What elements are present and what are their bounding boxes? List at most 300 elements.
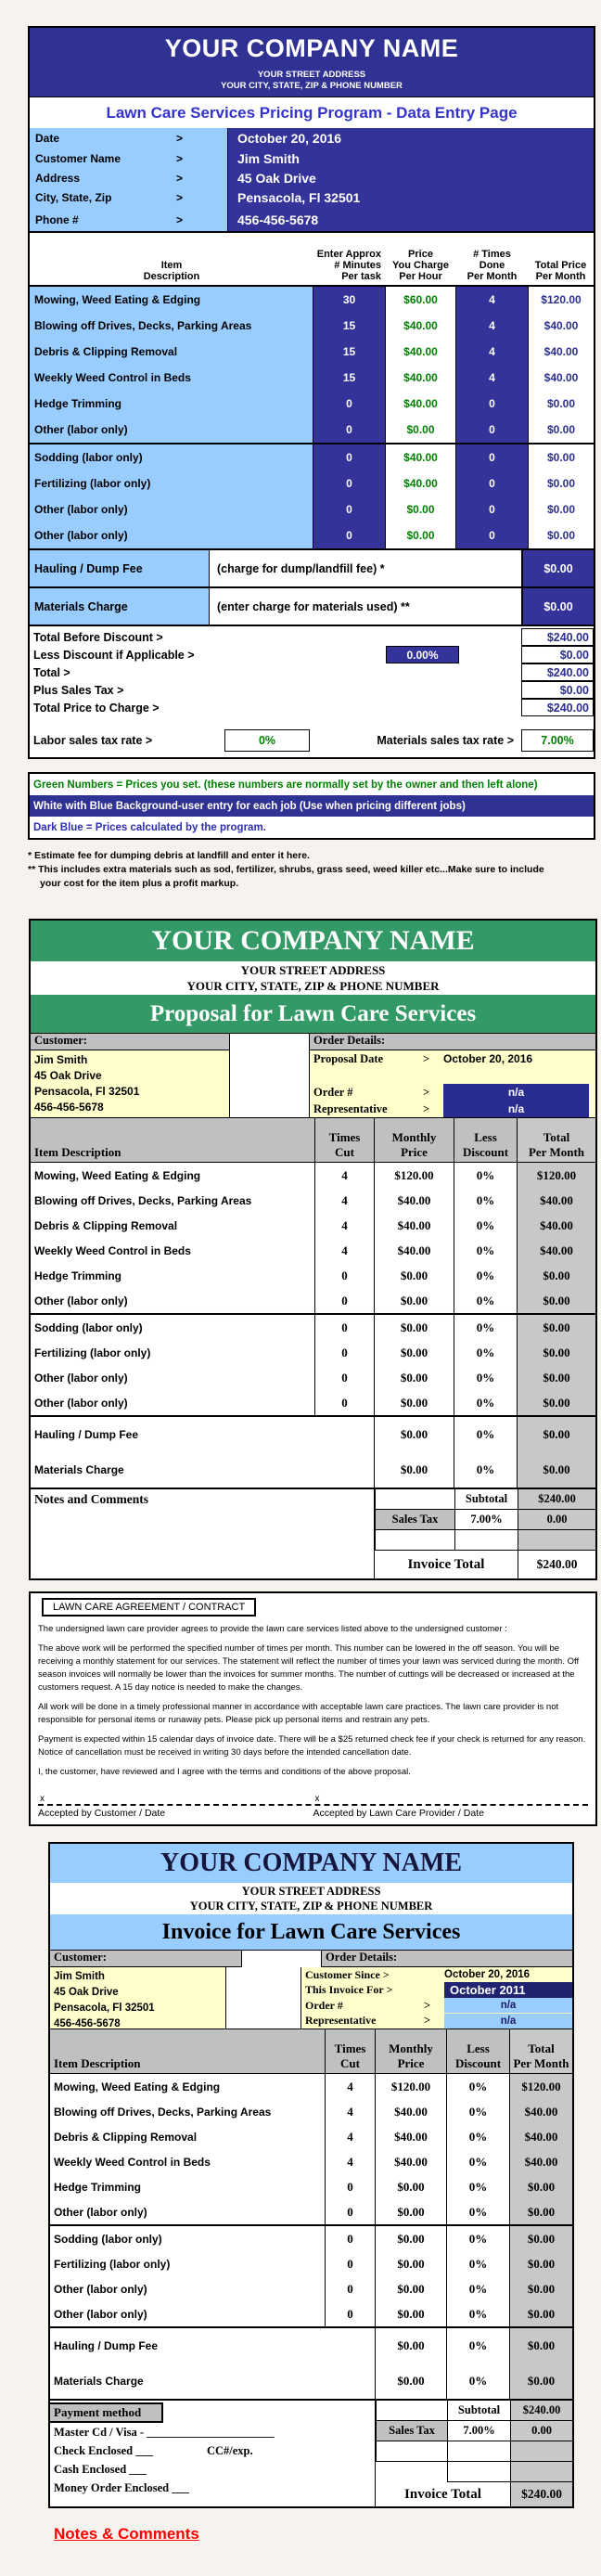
- less-discount-cell: 0%: [446, 2363, 509, 2399]
- entry-item-row: [30, 365, 594, 391]
- entry-form: [30, 128, 594, 231]
- item-description-cell: Sodding (labor only): [30, 444, 313, 470]
- table-header-monthly: Monthly Price: [375, 2029, 446, 2073]
- less-discount-cell: 0%: [446, 2149, 509, 2174]
- order-detail-value[interactable]: October 20, 2016: [444, 1969, 531, 1981]
- total-per-month-cell: $40.00: [509, 2124, 572, 2149]
- entry-form-row: [30, 168, 594, 187]
- monthly-price-cell: $120.00: [375, 2074, 446, 2099]
- entry-fee-row: [30, 586, 594, 625]
- proposal-notes-cell[interactable]: [31, 1489, 375, 1578]
- item-description-cell: Hedge Trimming: [54, 2180, 142, 2194]
- invoice-details-gap: [226, 1967, 301, 2029]
- order-detail-row: [301, 1967, 572, 1983]
- price-cell[interactable]: $40.00: [385, 470, 456, 496]
- total-per-month-cell: $0.00: [509, 2174, 572, 2199]
- customer-line: Jim Smith: [54, 1971, 105, 1982]
- entry-table-header: [30, 231, 594, 285]
- proposal-details: [31, 1050, 595, 1117]
- proposal-title: Proposal for Lawn Care Services: [31, 995, 595, 1033]
- item-description-cell: Mowing, Weed Eating & Edging: [54, 2080, 221, 2093]
- invoice-subtotal-value: $240.00: [510, 2401, 572, 2421]
- entry-fee-rows: [30, 548, 594, 625]
- customer-line: 45 Oak Drive: [54, 1987, 119, 1998]
- entry-item-row: [30, 339, 594, 365]
- materials-tax-rate-cell[interactable]: 7.00%: [521, 729, 594, 752]
- service-row: [31, 1340, 595, 1365]
- invoice-order-details-header: Order Details:: [322, 1951, 572, 1967]
- total-per-month-cell: $0.00: [517, 1452, 595, 1488]
- price-cell[interactable]: $40.00: [385, 444, 456, 470]
- total-line-value: $0.00: [521, 646, 594, 663]
- field-arrow: >: [175, 171, 183, 185]
- entry-field-label: [30, 128, 228, 148]
- price-cell[interactable]: $40.00: [385, 391, 456, 417]
- minutes-cell[interactable]: 0: [313, 417, 385, 443]
- times-cut-cell: 4: [314, 1238, 374, 1263]
- footnotes: [28, 849, 595, 891]
- less-discount-cell: 0%: [446, 2226, 509, 2251]
- minutes-cell[interactable]: 15: [313, 339, 385, 365]
- minutes-cell[interactable]: 15: [313, 313, 385, 339]
- cc-exp-label: CC#/exp.: [206, 2443, 253, 2457]
- discount-pct-cell[interactable]: 0.00%: [386, 646, 459, 663]
- less-discount-cell: 0%: [454, 1390, 517, 1415]
- times-cut-cell: 0: [314, 1315, 374, 1340]
- field-label-text: Address: [35, 171, 81, 185]
- monthly-price-cell: $0.00: [375, 2199, 446, 2224]
- times-cut-cell: 0: [325, 2301, 375, 2326]
- item-description-cell: Hauling / Dump Fee: [54, 2339, 159, 2352]
- order-detail-row: [310, 1101, 595, 1117]
- footnote-3: your cost for the item plus a profit markup.: [40, 878, 239, 889]
- entry-col-price: Price You Charge Per Hour: [392, 249, 449, 282]
- agreement-paragraph: The above work will be performed the specified number of times per month. This number can be lowered in the off season. You will be receiving a monthly statement for our services. The statement will reflect the number of times your lawn was serviced during the month. Off season invoices will normally be lower than the invoices for summer months. The number of cuttings will be decreased or increased at the customers request. A 15 day notice is needed to make the changes.: [38, 1643, 580, 1693]
- entry-form-row: [30, 148, 594, 168]
- monthly-price-cell: $0.00: [374, 1315, 454, 1340]
- times-cell[interactable]: 4: [456, 365, 528, 391]
- entry-item-row: [30, 496, 594, 522]
- item-description-cell: Debris & Clipping Removal: [30, 339, 313, 365]
- entry-items-group1: [30, 285, 594, 443]
- less-discount-cell: 0%: [454, 1452, 517, 1488]
- entry-field-value[interactable]: October 20, 2016: [228, 128, 594, 148]
- item-description-cell: Weekly Weed Control in Beds: [30, 365, 313, 391]
- less-discount-cell: 0%: [454, 1417, 517, 1452]
- order-detail-arrow: >: [423, 1085, 430, 1099]
- order-detail-label: This Invoice For >: [305, 1983, 393, 1997]
- less-discount-cell: 0%: [446, 2124, 509, 2149]
- total-line-label: Less Discount if Applicable >: [33, 648, 195, 662]
- notes-comments-footer: Notes & Comments: [54, 2525, 199, 2543]
- invoice-title: Invoice for Lawn Care Services: [50, 1914, 572, 1950]
- details-gap: [230, 1050, 310, 1117]
- invoice-salestax-value: 0.00: [510, 2421, 572, 2441]
- payment-method-header: Payment method: [50, 2402, 163, 2423]
- invoice-header-gap: [242, 1951, 322, 1967]
- invoice-payment-cell: [50, 2401, 376, 2506]
- legend-row-green: Green Numbers = Prices you set. (these numbers are normally set by the owner and then left alone): [30, 774, 594, 795]
- proposal-customer-block[interactable]: [31, 1050, 230, 1117]
- invoice-total-value-2: $240.00: [510, 2482, 572, 2506]
- service-row: [31, 1188, 595, 1213]
- minutes-cell[interactable]: 15: [313, 365, 385, 391]
- entry-col-total: Total Price Per Month: [534, 260, 587, 282]
- customer-line: 45 Oak Drive: [34, 1069, 102, 1082]
- subtotal-value: $240.00: [518, 1489, 595, 1510]
- field-arrow: >: [175, 213, 183, 226]
- agreement-paragraph: I, the customer, have reviewed and I agree with the terms and conditions of the above proposal.: [38, 1767, 411, 1777]
- payment-line-text: Master Cd / Visa - ______________________: [54, 2425, 275, 2439]
- less-discount-cell: 0%: [446, 2199, 509, 2224]
- entry-address-block: [30, 69, 594, 97]
- order-detail-label: Order #: [305, 1998, 343, 2012]
- invoice-bottom-grid: [50, 2399, 572, 2506]
- payment-line[interactable]: [50, 2423, 375, 2441]
- item-description-cell: Weekly Weed Control in Beds: [34, 1243, 191, 1257]
- price-cell[interactable]: $40.00: [385, 313, 456, 339]
- monthly-price-cell: $40.00: [374, 1238, 454, 1263]
- customer-line: Jim Smith: [34, 1053, 88, 1066]
- entry-item-row: [30, 417, 594, 443]
- total-cell: $0.00: [528, 417, 594, 443]
- fee-label-cell: Materials Charge: [30, 588, 210, 625]
- monthly-price-cell: $0.00: [375, 2226, 446, 2251]
- monthly-price-cell: $0.00: [374, 1340, 454, 1365]
- entry-total-line: [30, 646, 594, 663]
- table-header-times: Times Cut: [314, 1118, 374, 1162]
- entry-fee-row: [30, 548, 594, 586]
- price-cell[interactable]: $40.00: [385, 365, 456, 391]
- order-detail-value[interactable]: n/a: [444, 1998, 572, 2013]
- item-description-cell: Fertilizing (labor only): [34, 1346, 151, 1359]
- price-cell[interactable]: $0.00: [385, 496, 456, 522]
- order-detail-arrow: >: [424, 2014, 431, 2028]
- invoice-customer-header: Customer:: [50, 1951, 242, 1967]
- total-line-value: $240.00: [521, 699, 594, 716]
- order-details-header: Order Details:: [310, 1034, 595, 1050]
- minutes-cell[interactable]: 0: [313, 522, 385, 548]
- total-cell: $0.00: [528, 522, 594, 548]
- entry-total-line: [30, 628, 594, 646]
- entry-item-row: [30, 444, 594, 470]
- total-per-month-cell: $0.00: [517, 1365, 595, 1390]
- service-row: [50, 2124, 572, 2149]
- service-row: [31, 1315, 595, 1340]
- order-detail-row: [310, 1084, 595, 1101]
- monthly-price-cell: $40.00: [375, 2149, 446, 2174]
- customer-line: 456-456-5678: [54, 2018, 121, 2029]
- times-cut-cell: 4: [325, 2074, 375, 2099]
- item-description-cell: Other (labor only): [34, 1396, 128, 1410]
- payment-line-text: Money Order Enclosed ___: [54, 2480, 189, 2494]
- price-cell[interactable]: $0.00: [385, 522, 456, 548]
- entry-item-row: [30, 522, 594, 548]
- service-row: [31, 1238, 595, 1263]
- item-description-cell: Mowing, Weed Eating & Edging: [30, 287, 313, 313]
- monthly-price-cell: $0.00: [375, 2276, 446, 2301]
- times-cut-cell: 0: [325, 2276, 375, 2301]
- service-row: [50, 2099, 572, 2124]
- total-per-month-cell: $0.00: [517, 1288, 595, 1313]
- times-cut-cell: 0: [314, 1288, 374, 1313]
- proposal-items-group1: [31, 1163, 595, 1313]
- total-line-label: Total Price to Charge >: [33, 701, 160, 715]
- less-discount-cell: 0%: [446, 2276, 509, 2301]
- less-discount-cell: 0%: [454, 1163, 517, 1188]
- times-cell[interactable]: 0: [456, 391, 528, 417]
- total-per-month-cell: $40.00: [517, 1188, 595, 1213]
- times-cell[interactable]: 0: [456, 444, 528, 470]
- provider-signature-label: Accepted by Lawn Care Provider / Date: [313, 1808, 484, 1819]
- total-line-value: $240.00: [521, 628, 594, 646]
- total-per-month-cell: $120.00: [517, 1163, 595, 1188]
- times-cut-cell: 0: [325, 2199, 375, 2224]
- entry-form-row: [30, 187, 594, 208]
- total-per-month-cell: $0.00: [517, 1417, 595, 1452]
- total-cell: $0.00: [528, 496, 594, 522]
- fee-amount-cell[interactable]: $0.00: [521, 588, 594, 625]
- less-discount-cell: 0%: [454, 1315, 517, 1340]
- total-per-month-cell: $0.00: [509, 2199, 572, 2224]
- item-description-cell: Other (labor only): [30, 496, 313, 522]
- order-detail-label: Customer Since >: [305, 1967, 390, 1981]
- times-cell[interactable]: 4: [456, 313, 528, 339]
- entry-total-line: [30, 699, 594, 716]
- entry-field-value[interactable]: Pensacola, Fl 32501: [228, 187, 594, 208]
- invoice-total-value: $240.00: [518, 1551, 595, 1578]
- item-description-cell: Blowing off Drives, Decks, Parking Areas: [54, 2105, 272, 2119]
- invoice-items-group2: [50, 2224, 572, 2326]
- less-discount-cell: 0%: [454, 1365, 517, 1390]
- times-cell[interactable]: 0: [456, 522, 528, 548]
- payment-line-text: Check Enclosed ___: [54, 2443, 153, 2457]
- field-arrow: >: [175, 132, 183, 145]
- entry-field-label: [30, 208, 228, 231]
- proposal-items-group2: [31, 1313, 595, 1415]
- entry-col-minutes: Enter Approx # Minutes Per task: [316, 249, 381, 282]
- total-cell: $120.00: [528, 287, 594, 313]
- legend-box: [28, 772, 595, 840]
- proposal-table-header: [31, 1117, 595, 1163]
- service-row: [31, 1213, 595, 1238]
- times-cut-cell: 0: [314, 1365, 374, 1390]
- proposal-fee-rows: [31, 1415, 595, 1488]
- entry-field-value[interactable]: Jim Smith: [228, 148, 594, 168]
- table-header-monthly: Monthly Price: [374, 1118, 454, 1162]
- entry-col-times: # Times Done Per Month: [467, 249, 518, 282]
- order-detail-label: Order #: [313, 1085, 353, 1099]
- entry-field-value[interactable]: 45 Oak Drive: [228, 168, 594, 187]
- item-description-cell: Materials Charge: [54, 2375, 144, 2388]
- field-arrow: >: [175, 191, 183, 204]
- monthly-price-cell: $40.00: [374, 1188, 454, 1213]
- payment-line[interactable]: [50, 2460, 375, 2479]
- less-discount-cell: 0%: [446, 2328, 509, 2363]
- proposal-address-block: [31, 961, 595, 995]
- salestax-pct[interactable]: 7.00%: [454, 1510, 518, 1530]
- service-row: [50, 2074, 572, 2099]
- fee-note: (charge for dump/landfill fee) *: [210, 550, 521, 586]
- minutes-cell[interactable]: 0: [313, 444, 385, 470]
- times-cell[interactable]: 0: [456, 496, 528, 522]
- order-detail-value[interactable]: October 2011: [444, 1982, 572, 1998]
- header-gap: [230, 1034, 310, 1050]
- less-discount-cell: 0%: [454, 1213, 517, 1238]
- proposal-section: [29, 919, 597, 1826]
- monthly-price-cell: $0.00: [374, 1365, 454, 1390]
- entry-page-title: Lawn Care Services Pricing Program - Data Entry Page: [30, 97, 594, 128]
- order-detail-row: [301, 1998, 572, 2014]
- agreement-paragraph: Payment is expected within 15 calendar days of invoice date. There will be a $25 returned check fee if your check is returned for any reason. Notice of cancellation must be received in writing 30 days before the intended cancellation date.: [38, 1734, 586, 1758]
- item-description-cell: Debris & Clipping Removal: [54, 2130, 198, 2144]
- less-discount-cell: 0%: [446, 2074, 509, 2099]
- monthly-price-cell: $0.00: [374, 1452, 454, 1488]
- total-per-month-cell: $0.00: [509, 2328, 572, 2363]
- total-per-month-cell: $0.00: [517, 1340, 595, 1365]
- total-line-label: Total >: [33, 665, 70, 679]
- item-description-cell: Debris & Clipping Removal: [34, 1218, 178, 1232]
- table-header-item: Item Description: [54, 2056, 141, 2070]
- agreement-box: [29, 1591, 597, 1826]
- table-header-less: Less Discount: [454, 1118, 517, 1162]
- order-detail-row: [310, 1067, 595, 1084]
- times-cut-cell: 4: [325, 2124, 375, 2149]
- less-discount-cell: 0%: [446, 2099, 509, 2124]
- invoice-subtotal-label: Subtotal: [447, 2401, 510, 2421]
- payment-method-lines: [50, 2423, 375, 2497]
- fee-row: [31, 1452, 595, 1488]
- order-detail-label: Representative: [305, 2014, 377, 2028]
- footnote-2: ** This includes extra materials such as sod, fertilizer, shrubs, grass seed, weed killer etc...Make sure to include: [28, 864, 544, 875]
- customer-header: Customer:: [31, 1034, 230, 1050]
- entry-field-label: [30, 187, 228, 208]
- monthly-price-cell: $40.00: [375, 2124, 446, 2149]
- entry-field-value[interactable]: 456-456-5678: [228, 208, 594, 231]
- less-discount-cell: 0%: [446, 2301, 509, 2326]
- total-cell: $0.00: [528, 444, 594, 470]
- invoice-salestax-pct[interactable]: 7.00%: [447, 2421, 510, 2441]
- service-row: [50, 2149, 572, 2174]
- order-detail-value[interactable]: n/a: [443, 1101, 589, 1117]
- proposal-order-rows: [310, 1050, 595, 1117]
- salestax-label: Sales Tax: [375, 1510, 454, 1530]
- price-cell[interactable]: $40.00: [385, 339, 456, 365]
- item-description-cell: Other (labor only): [34, 1294, 128, 1307]
- field-label-text: Customer Name: [35, 151, 121, 165]
- minutes-cell[interactable]: 0: [313, 496, 385, 522]
- minutes-cell[interactable]: 0: [313, 470, 385, 496]
- order-detail-arrow: >: [424, 1998, 431, 2012]
- invoice-address-line2: YOUR CITY, STATE, ZIP & PHONE NUMBER: [189, 1900, 433, 1913]
- customer-signature-x[interactable]: x: [40, 1794, 45, 1804]
- agreement-paragraphs: [38, 1623, 588, 1779]
- times-cell[interactable]: 0: [456, 417, 528, 443]
- entry-form-row: [30, 128, 594, 148]
- invoice-salestax-label: Sales Tax: [376, 2421, 447, 2441]
- proposal-company-name: YOUR COMPANY NAME: [31, 921, 595, 961]
- total-per-month-cell: $40.00: [517, 1238, 595, 1263]
- service-row: [31, 1365, 595, 1390]
- times-cell[interactable]: 0: [456, 470, 528, 496]
- minutes-cell[interactable]: 0: [313, 391, 385, 417]
- times-cell[interactable]: 4: [456, 287, 528, 313]
- table-header-less: Less Discount: [446, 2029, 509, 2073]
- times-cut-cell: 4: [314, 1188, 374, 1213]
- times-cut-cell: 0: [314, 1263, 374, 1288]
- customer-signature-label: Accepted by Customer / Date: [38, 1808, 166, 1819]
- times-cut-cell: 0: [325, 2226, 375, 2251]
- order-detail-value[interactable]: n/a: [443, 1084, 589, 1101]
- price-cell[interactable]: $60.00: [385, 287, 456, 313]
- times-cell[interactable]: 4: [456, 339, 528, 365]
- provider-signature-x[interactable]: x: [314, 1794, 320, 1804]
- order-detail-value[interactable]: October 20, 2016: [443, 1052, 533, 1065]
- order-detail-value[interactable]: n/a: [444, 2014, 572, 2029]
- service-row: [31, 1288, 595, 1313]
- entry-items-group2: [30, 443, 594, 548]
- fee-amount-cell[interactable]: $0.00: [521, 550, 594, 586]
- total-per-month-cell: $120.00: [509, 2074, 572, 2099]
- field-label-text: Phone #: [35, 213, 79, 226]
- notes-and-comments-label: Notes and Comments: [34, 1492, 148, 1506]
- field-label-text: Date: [35, 132, 60, 145]
- proposal-headers-row: [31, 1033, 595, 1050]
- customer-line: Pensacola, Fl 32501: [54, 2003, 155, 2014]
- times-cut-cell: 4: [325, 2149, 375, 2174]
- item-description-cell: Sodding (labor only): [34, 1320, 143, 1334]
- entry-address-line2: YOUR CITY, STATE, ZIP & PHONE NUMBER: [221, 81, 403, 91]
- payment-line[interactable]: [50, 2479, 375, 2497]
- times-cut-cell: 4: [314, 1213, 374, 1238]
- monthly-price-cell: $40.00: [375, 2099, 446, 2124]
- invoice-customer-block[interactable]: [50, 1967, 226, 2029]
- customer-line: Pensacola, Fl 32501: [34, 1085, 140, 1098]
- customer-line: 456-456-5678: [34, 1101, 104, 1114]
- entry-address-line1: YOUR STREET ADDRESS: [257, 70, 366, 80]
- proposal-summary: [375, 1489, 595, 1578]
- payment-line-text: Cash Enclosed ___: [54, 2462, 147, 2476]
- footnote-1: * Estimate fee for dumping debris at landfill and enter it here.: [28, 850, 310, 861]
- less-discount-cell: 0%: [446, 2174, 509, 2199]
- table-header-times: Times Cut: [325, 2029, 375, 2073]
- payment-line[interactable]: [50, 2441, 375, 2460]
- signature-zone: [38, 1794, 588, 1806]
- table-header-total: Total Per Month: [509, 2029, 572, 2073]
- invoice-table-header: [50, 2029, 572, 2074]
- monthly-price-cell: $0.00: [375, 2363, 446, 2399]
- monthly-price-cell: $0.00: [375, 2251, 446, 2276]
- item-description-cell: Other (labor only): [30, 522, 313, 548]
- price-cell[interactable]: $0.00: [385, 417, 456, 443]
- labor-tax-rate-cell[interactable]: 0%: [224, 729, 310, 752]
- order-detail-row: [301, 1983, 572, 1999]
- total-line-value: $240.00: [521, 663, 594, 681]
- times-cut-cell: 4: [325, 2099, 375, 2124]
- total-per-month-cell: $0.00: [509, 2251, 572, 2276]
- entry-total-line: [30, 681, 594, 699]
- proposal-address-line2: YOUR CITY, STATE, ZIP & PHONE NUMBER: [186, 979, 440, 993]
- minutes-cell[interactable]: 30: [313, 287, 385, 313]
- times-cut-cell: 0: [325, 2174, 375, 2199]
- entry-total-line: [30, 663, 594, 681]
- invoice-headers-row: [50, 1950, 572, 1967]
- service-row: [50, 2301, 572, 2326]
- invoice-address-line1: YOUR STREET ADDRESS: [241, 1885, 381, 1898]
- fee-row: [31, 1417, 595, 1452]
- salestax-value: 0.00: [518, 1510, 595, 1530]
- invoice-fee-rows: [50, 2326, 572, 2399]
